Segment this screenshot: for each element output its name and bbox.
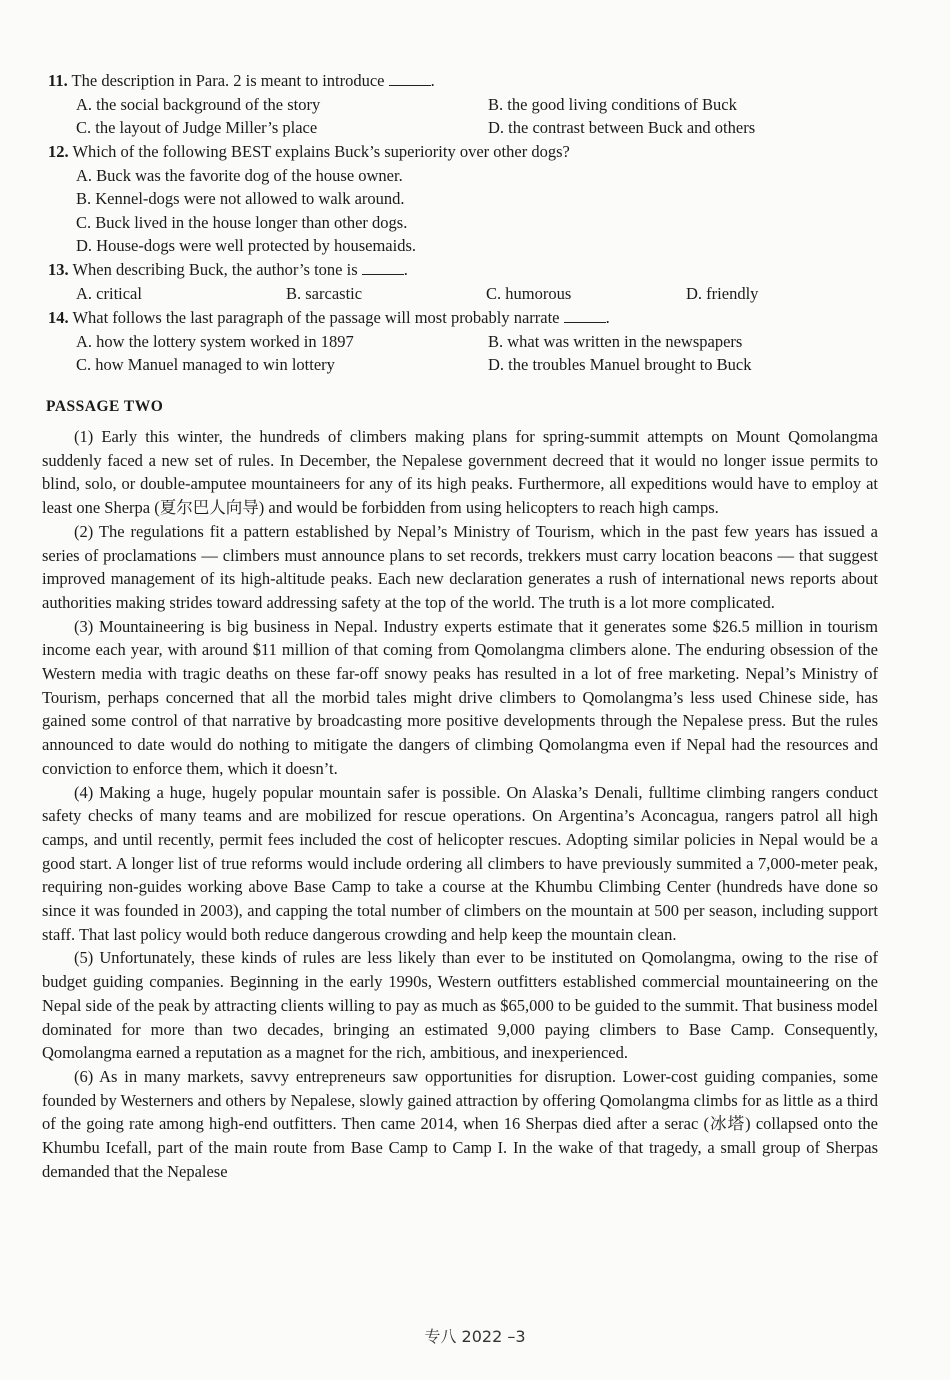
option-a: A. the social background of the story	[76, 94, 321, 114]
question-stem: 13. When describing Buck, the author’s tone is .	[48, 260, 408, 279]
question-14	[48, 306, 908, 377]
question-stem: 14. What follows the last paragraph of the passage will most probably narrate .	[48, 308, 610, 327]
paragraph-3: (3) Mountaineering is big business in Nepal. Industry experts estimate that it generates some $26.5 million in tourism income each year, with around $11 million of that coming from Qomolangma climbers alone. The enduring obsession of the Western media with tragic deaths on these far-off snowy peaks has resulted in a lot of free marketing. Nepal’s Ministry of Tourism, perhaps concerned that all the morbid tales might drive climbers to Qomolangma’s less used Chinese side, has gained some control of that narrative by broadcasting more positive developments through the Nepalese press. But the rules announced to date would do nothing to mitigate the dangers of climbing Qomolangma even if Nepal had the resources and conviction to enforce them, which it doesn’t.	[42, 616, 878, 778]
answer-blank	[362, 260, 404, 275]
paragraph-6: (6) As in many markets, savvy entrepreneurs saw opportunities for disruption. Lower-cost guiding companies, some founded by Westerners and others by Nepalese, slowly gained attraction by offering Qomolangma climbs for as little as a third of the going rate among high-end outfitters. Then came 2014, when 16 Sherpas died after a serac (冰塔) collapsed onto the Khumbu Icefall, part of the main route from Base Camp to Camp I. In the wake of that tragedy, a small group of Sherpas demanded that the Nepalese	[42, 1066, 878, 1181]
option-b: B. Kennel-dogs were not allowed to walk around.	[76, 189, 405, 209]
page-footer: 专八 2022 –3	[424, 1327, 526, 1346]
paragraph-5: (5) Unfortunately, these kinds of rules are less likely than ever to be instituted on Qomolangma, owing to the rise of budget guiding companies. Beginning in the early 1990s, Western outfitters established commercial mountaineering on the Nepal side of the peak by attracting clients willing to pay as much as $65,000 to be guided to the summit. That business model dominated for more than two decades, bringing an estimated 9,000 paying climbers to Base Camp. Consequently, Qomolangma earned a reputation as a magnet for the rich, ambitious, and inexperienced.	[42, 948, 878, 1063]
paragraph-2: (2) The regulations fit a pattern established by Nepal’s Ministry of Tourism, which in the past few years has issued a series of proclamations — climbers must announce plans to set records, trekkers must carry location beacons — that suggest improved management of its high-altitude peaks. Each new declaration generates a rush of international news reports about authorities making strides toward addressing safety at the top of the world. The truth is a lot more complicated.	[42, 521, 878, 612]
option-b: B. what was written in the newspapers	[488, 331, 743, 351]
option-c: C. how Manuel managed to win lottery	[76, 355, 335, 375]
option-a: A. how the lottery system worked in 1897	[76, 331, 354, 351]
question-12	[48, 140, 908, 258]
question-stem: 12. Which of the following BEST explains Buck’s superiority over other dogs?	[48, 142, 570, 161]
options-grid	[48, 93, 908, 140]
question-stem: 11. The description in Para. 2 is meant to introduce .	[48, 71, 435, 90]
option-d: D. the contrast between Buck and others	[488, 118, 756, 138]
option-b: B. the good living conditions of Buck	[488, 94, 737, 114]
paragraph-4: (4) Making a huge, hugely popular mountain safer is possible. On Alaska’s Denali, fulltime climbing rangers conduct safety checks of many teams and are mobilized for rescue operations. On Argentina’s Aconcagua, rangers patrol all high camps, and until recently, permit fees included the cost of helicopter rescues. Adopting similar policies in Nepal would be a good start. A longer list of true reforms would include ordering all climbers to have previously summited a 7,000-meter peak, requiring non-guides working above Base Camp to take a course at the Khumbu Climbing Center (hundreds have done so since it was founded in 2003), and capping the total number of climbers on the mountain at 500 per season, including support staff. That last policy would both reduce dangerous crowding and help keep the mountain clean.	[42, 782, 878, 944]
option-c: C. Buck lived in the house longer than other dogs.	[76, 212, 408, 232]
passage-body	[42, 425, 878, 1184]
passage-title: PASSAGE TWO	[46, 398, 164, 415]
option-b: B. sarcastic	[286, 283, 363, 303]
question-11	[48, 69, 908, 140]
option-d: D. House-dogs were well protected by housemaids.	[76, 236, 416, 256]
option-c: C. humorous	[486, 283, 572, 303]
answer-blank	[564, 308, 606, 323]
answer-blank	[389, 71, 431, 86]
option-d: D. the troubles Manuel brought to Buck	[488, 355, 752, 375]
option-c: C. the layout of Judge Miller’s place	[76, 118, 318, 138]
options-row	[48, 282, 908, 306]
options-grid	[48, 330, 908, 377]
paragraph-1: (1) Early this winter, the hundreds of climbers making plans for spring-summit attempts on Mount Qomolangma suddenly faced a new set of rules. In December, the Nepalese government decreed that it would no longer issue permits to blind, solo, or double-amputee mountaineers for any of its high peaks. Furthermore, all expeditions would have to employ at least one Sherpa (夏尔巴人向导) and would be forbidden from using helicopters to reach high camps.	[42, 427, 878, 518]
question-13	[48, 258, 908, 305]
option-d: D. friendly	[686, 283, 759, 303]
option-a: A. Buck was the favorite dog of the house owner.	[76, 165, 403, 185]
option-a: A. critical	[76, 283, 142, 303]
